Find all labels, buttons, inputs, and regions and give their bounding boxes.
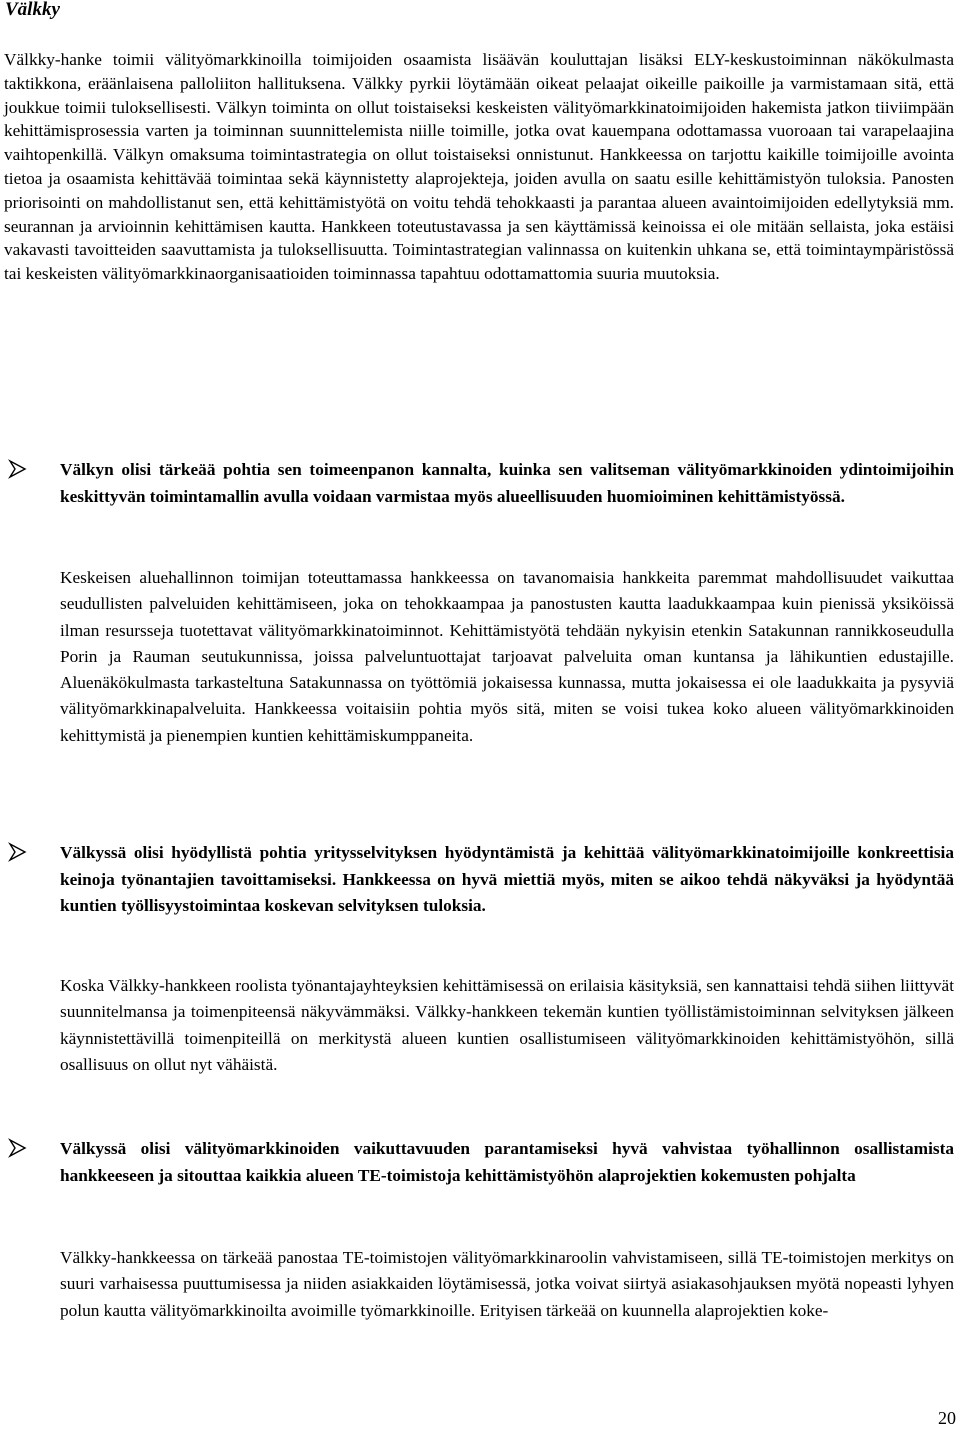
recommendation-2 <box>4 840 954 920</box>
section-body-3: Välkky-hankkeessa on tärkeää panostaa TE-toimistojen välityömarkkinaroolin vahvistamiseen, sillä TE-toimistojen merkitys on suuri varhaisessa puuttumisessa ja niiden asiakkaiden löytämisessä, jotka voivat siirtyä asiakasohjauksen myötä nopeasti lyhyen polun kautta välityömarkkinoilta avoimille työmarkkinoille. Erityisen tärkeää on kuunnella alaprojektien koke- <box>60 1248 954 1320</box>
recommendation-text: Välkyn olisi tärkeää pohtia sen toimeenpanon kannalta, kuinka sen valitseman välityömarkkinoiden ydintoimijoihin keskittyvän toimintamallin avulla voidaan varmistaa myös alueellisuuden huomioiminen kehittämistyössä. <box>60 460 954 506</box>
page-number: 20 <box>938 1408 956 1428</box>
intro-paragraph: Välkky-hanke toimii välityömarkkinoilla toimijoiden osaamista lisäävän kouluttajan lisäksi ELY-keskustoiminnan näkökulmasta taktikkona, eräänlaisena palloliiton hallituksena. Välkky pyrkii löytämään oikeat pelaajat oikeille paikoille ja varmistamaan sitä, että joukkue toimii tuloksellisesti. Välkyn toiminta on ollut toistaiseksi keskeisten välityömarkkinatoimijoiden hakemista jatkon tiiviimpään kehittämisprosessia varten ja toiminnan suunnittelemista niille toimille, jotka ovat kauempana odottamassa vuoroaan tai varapelaajina vaihtopenkillä. Välkyn omaksuma toimintastrategia on ollut toistaiseksi onnistunut. Hankkeessa on tarjottu kaikille toimijoille avointa tietoa ja osaamista kehittävää toimintaa sekä käynnistetty alaprojekteja, joiden avulla on saatu esille kehittämistyön tuloksia. Panosten priorisointi on mahdollistanut sen, että kehittämistyötä on voitu tehdä tehokkaasti ja parantaa alueen avaintoimijoiden edellytyksiä mm. seurannan ja arvioinnin kehittämisen kautta. Hankkeen toteutustavassa ja sen käyttämissä keinoissa ei ole mitään sellaista, joka estäisi vakavasti tavoitteiden saavuttamista ja tuloksellisuutta. Toimintastrategian valinnassa on kuitenkin uhkana se, että toimintaympäristössä tai keskeisten välityömarkkinaorganisaatioiden toiminnassa tapahtuu odottamattomia suuria muutoksia. <box>4 50 954 284</box>
arrowhead-bullet-icon <box>8 1138 28 1158</box>
section-body-2: Koska Välkky-hankkeen roolista työnantajayhteyksien kehittämisessä on erilaisia käsityksiä, sen kannattaisi tehdä siihen liittyvät suunnitelmansa ja toimenpiteensä näkyvämmäksi. Välkky-hankkeen tekemän kuntien työllistämistoiminnan selvityksen jälkeen käynnistettävillä toimenpiteillä on merkitystä alueen kuntien osallistumiseen välityömarkkinoiden kehittämistyöhön, sillä osallisuus on ollut nyt vähäistä. <box>60 976 954 1074</box>
section-heading: Välkky <box>5 0 60 20</box>
arrowhead-bullet-icon <box>8 459 28 479</box>
arrowhead-bullet-icon <box>8 842 28 862</box>
recommendation-text: Välkyssä olisi välityömarkkinoiden vaikuttavuuden parantamiseksi hyvä vahvistaa työhallinnon osallistamista hankkeeseen ja sitouttaa kaikkia alueen TE-toimistoja kehittämistyöhön alaprojektien kokemusten pohjalta <box>60 1139 954 1185</box>
recommendation-3 <box>4 1136 954 1189</box>
recommendation-1 <box>4 457 954 510</box>
recommendation-text: Välkyssä olisi hyödyllistä pohtia yritysselvityksen hyödyntämistä ja kehittää välityömarkkinatoimijoille konkreettisia keinoja työnantajien tavoittamiseksi. Hankkeessa on hyvä miettiä myös, miten se aikoo tehdä näkyväksi ja hyödyntää kuntien työllisyystoimintaa koskevan selvityksen tuloksia. <box>60 843 954 915</box>
section-body-1: Keskeisen aluehallinnon toimijan toteuttamassa hankkeessa on tavanomaisia hankkeita paremmat mahdollisuudet vaikuttaa seudullisten palveluiden kehittämiseen, joka on tehokkaampaa ja panostusten kautta laadukkaampaa kuin pienissä yksiköissä ilman resursseja tuotettavat välityömarkkinatoiminnot. Kehittämistyötä tehdään nykyisin etenkin Satakunnan rannikkoseudulla Porin ja Rauman seutukunnissa, joissa palveluntuottajat tarjoavat palveluita oman kuntansa ja lähikuntien edustajille. Aluenäkökulmasta tarkasteltuna Satakunnassa on työttömiä jokaisessa kunnassa, mutta jokaisessa ei ole laadukkaita ja pysyviä välityömarkkinapalveluita. Hankkeessa voitaisiin pohtia myös sitä, miten se voisi tukea koko alueen välityömarkkinoiden kehittymistä ja pienempien kuntien kehittämiskumppaneita. <box>60 568 954 745</box>
